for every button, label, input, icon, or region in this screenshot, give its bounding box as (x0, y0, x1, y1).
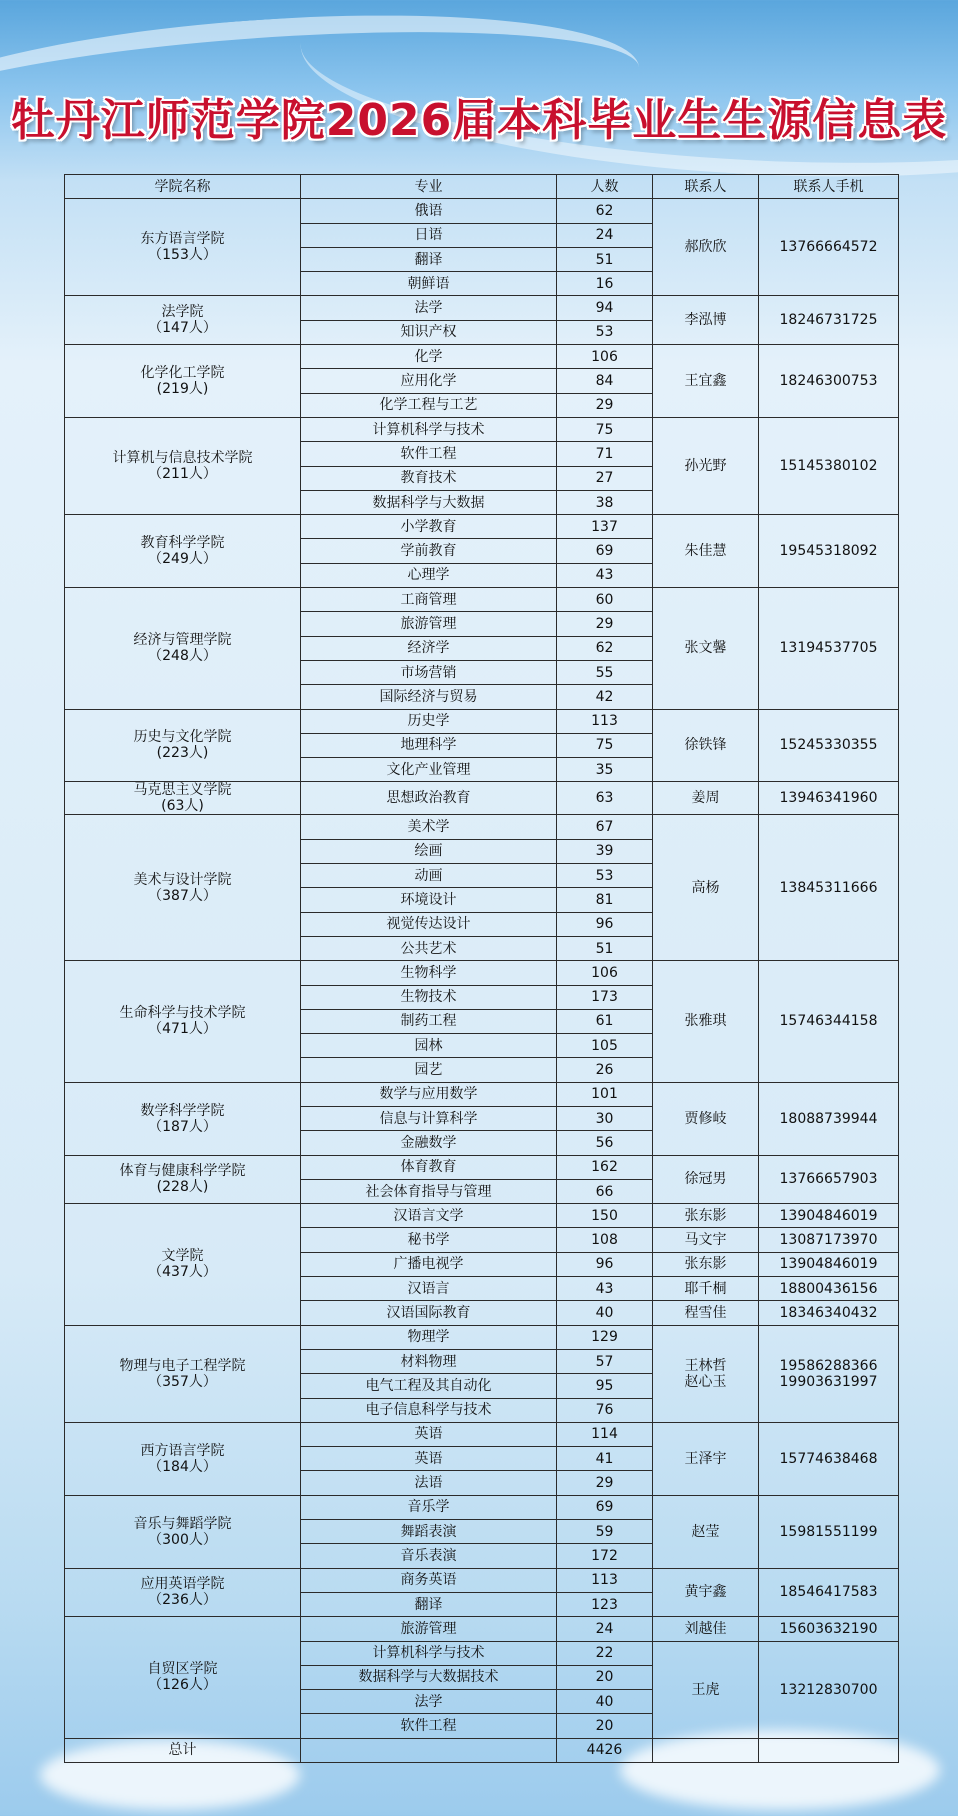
major-name: 汉语言文学 (301, 1204, 557, 1228)
major-count: 51 (557, 936, 653, 960)
table-row (65, 1325, 899, 1349)
college-name: 化学化工学院 (140, 365, 225, 382)
major-name: 环境设计 (301, 888, 557, 912)
total-empty (301, 1738, 557, 1762)
major-count: 27 (557, 466, 653, 490)
table-row (65, 417, 899, 441)
major-count: 101 (557, 1082, 653, 1106)
major-name: 软件工程 (301, 442, 557, 466)
college-cell (65, 345, 301, 418)
major-count: 150 (557, 1204, 653, 1228)
header-major: 专业 (301, 175, 557, 199)
major-name: 市场营销 (301, 660, 557, 684)
major-count: 106 (557, 961, 653, 985)
major-count: 67 (557, 815, 653, 839)
major-count: 106 (557, 345, 653, 369)
college-count: （300人） (148, 1531, 217, 1548)
major-name: 历史学 (301, 709, 557, 733)
major-name: 公共艺术 (301, 936, 557, 960)
college-cell (65, 417, 301, 514)
major-count: 105 (557, 1034, 653, 1058)
college-count: (63人) (161, 798, 204, 815)
college-name: 应用英语学院 (140, 1576, 225, 1593)
contact-name: 程雪佳 (653, 1301, 759, 1325)
major-count: 24 (557, 1617, 653, 1641)
college-cell (65, 961, 301, 1082)
major-name: 电子信息科学与技术 (301, 1398, 557, 1422)
major-count: 41 (557, 1447, 653, 1471)
major-name: 经济学 (301, 636, 557, 660)
major-name: 教育技术 (301, 466, 557, 490)
contact-phone: 13766664572 (759, 199, 899, 296)
table-row (65, 961, 899, 985)
contact-phone: 13904846019 (759, 1252, 899, 1276)
major-name: 计算机科学与技术 (301, 417, 557, 441)
college-cell (65, 1082, 301, 1155)
table-row (65, 1204, 899, 1228)
contact-name: 朱佳慧 (653, 515, 759, 588)
contact-name: 张雅琪 (653, 961, 759, 1082)
college-count: (228人) (156, 1179, 209, 1196)
major-name: 小学教育 (301, 515, 557, 539)
college-name: 音乐与舞蹈学院 (133, 1515, 232, 1532)
table-row (65, 815, 899, 839)
college-count: （249人） (148, 551, 217, 568)
college-count: （211人） (148, 466, 217, 483)
header-count: 人数 (557, 175, 653, 199)
major-count: 42 (557, 685, 653, 709)
major-name: 软件工程 (301, 1714, 557, 1738)
college-cell (65, 1155, 301, 1204)
major-count: 22 (557, 1641, 653, 1665)
major-name: 制药工程 (301, 1009, 557, 1033)
major-name: 工商管理 (301, 588, 557, 612)
header-phone: 联系人手机 (759, 175, 899, 199)
contact-phone: 13946341960 (759, 782, 899, 815)
contact-phone: 18800436156 (759, 1277, 899, 1301)
header-college: 学院名称 (65, 175, 301, 199)
college-cell (65, 515, 301, 588)
major-name: 国际经济与贸易 (301, 685, 557, 709)
college-cell (65, 1325, 301, 1422)
major-name: 应用化学 (301, 369, 557, 393)
college-name: 东方语言学院 (140, 231, 225, 248)
college-name: 经济与管理学院 (133, 632, 232, 649)
major-name: 美术学 (301, 815, 557, 839)
college-name: 自贸区学院 (147, 1661, 218, 1678)
major-name: 法学 (301, 296, 557, 320)
major-count: 30 (557, 1106, 653, 1130)
college-count: （357人） (148, 1373, 217, 1390)
contact-phone: 13845311666 (759, 815, 899, 961)
major-count: 162 (557, 1155, 653, 1179)
major-count: 62 (557, 199, 653, 223)
contact-phone: 13087173970 (759, 1228, 899, 1252)
college-count: （471人） (148, 1021, 217, 1038)
major-name: 生物技术 (301, 985, 557, 1009)
major-count: 26 (557, 1058, 653, 1082)
major-name: 知识产权 (301, 320, 557, 344)
contact-phone: 15145380102 (759, 417, 899, 514)
college-name: 体育与健康科学学院 (119, 1163, 246, 1180)
table-row (65, 1568, 899, 1592)
major-name: 秘书学 (301, 1228, 557, 1252)
major-name: 地理科学 (301, 733, 557, 757)
contact-name: 李泓博 (653, 296, 759, 345)
contact-phone: 13766657903 (759, 1155, 899, 1204)
major-name: 视觉传达设计 (301, 912, 557, 936)
page-title: 牡丹江师范学院2026届本科毕业生生源信息表 (10, 95, 948, 146)
contact-name: 张文馨 (653, 588, 759, 709)
major-name: 物理学 (301, 1325, 557, 1349)
college-name: 教育科学学院 (140, 535, 225, 552)
contact-phone: 15774638468 (759, 1422, 899, 1495)
major-count: 53 (557, 320, 653, 344)
major-name: 信息与计算科学 (301, 1106, 557, 1130)
table-header-row (65, 175, 899, 199)
major-count: 43 (557, 563, 653, 587)
major-name: 音乐表演 (301, 1544, 557, 1568)
contact-name: 马文宇 (653, 1228, 759, 1252)
major-count: 173 (557, 985, 653, 1009)
major-name: 翻译 (301, 247, 557, 271)
major-name: 金融数学 (301, 1131, 557, 1155)
college-name: 物理与电子工程学院 (119, 1357, 246, 1374)
major-name: 舞蹈表演 (301, 1520, 557, 1544)
college-cell (65, 1617, 301, 1738)
contact-phone: 18088739944 (759, 1082, 899, 1155)
major-count: 108 (557, 1228, 653, 1252)
major-count: 69 (557, 539, 653, 563)
major-name: 俄语 (301, 199, 557, 223)
college-count: （248人） (148, 648, 217, 665)
major-count: 60 (557, 588, 653, 612)
major-count: 71 (557, 442, 653, 466)
major-count: 40 (557, 1301, 653, 1325)
contact-name: 徐铁锋 (653, 709, 759, 782)
college-count: （187人） (148, 1118, 217, 1135)
college-name: 美术与设计学院 (133, 871, 232, 888)
major-count: 59 (557, 1520, 653, 1544)
major-count: 63 (557, 782, 653, 815)
major-name: 朝鲜语 (301, 272, 557, 296)
major-name: 化学工程与工艺 (301, 393, 557, 417)
contact-phone: 18246300753 (759, 345, 899, 418)
college-name: 马克思主义学院 (133, 782, 232, 799)
header-contact: 联系人 (653, 175, 759, 199)
major-count: 29 (557, 393, 653, 417)
major-count: 96 (557, 912, 653, 936)
major-name: 日语 (301, 223, 557, 247)
college-name: 历史与文化学院 (133, 729, 232, 746)
college-cell (65, 1422, 301, 1495)
major-count: 94 (557, 296, 653, 320)
major-count: 61 (557, 1009, 653, 1033)
college-cell (65, 296, 301, 345)
table-row (65, 1082, 899, 1106)
major-name: 动画 (301, 864, 557, 888)
contact-name: 徐冠男 (653, 1155, 759, 1204)
major-count: 137 (557, 515, 653, 539)
major-name: 体育教育 (301, 1155, 557, 1179)
table-row (65, 345, 899, 369)
major-count: 38 (557, 490, 653, 514)
major-name: 法语 (301, 1471, 557, 1495)
contact-name: 贾修岐 (653, 1082, 759, 1155)
table-row (65, 1617, 899, 1641)
major-count: 29 (557, 1471, 653, 1495)
contact-name: 王虎 (653, 1641, 759, 1738)
major-count: 56 (557, 1131, 653, 1155)
total-label: 总计 (65, 1738, 301, 1762)
contact-phone: 19586288366 19903631997 (759, 1325, 899, 1422)
contact-name: 孙光野 (653, 417, 759, 514)
major-name: 汉语言 (301, 1277, 557, 1301)
major-name: 文化产业管理 (301, 758, 557, 782)
college-cell (65, 588, 301, 709)
major-count: 24 (557, 223, 653, 247)
contact-phone: 15603632190 (759, 1617, 899, 1641)
major-count: 20 (557, 1714, 653, 1738)
major-count: 20 (557, 1665, 653, 1689)
major-name: 计算机科学与技术 (301, 1641, 557, 1665)
major-count: 113 (557, 1568, 653, 1592)
major-count: 43 (557, 1277, 653, 1301)
major-count: 55 (557, 660, 653, 684)
contact-name: 张东影 (653, 1252, 759, 1276)
major-name: 园艺 (301, 1058, 557, 1082)
major-count: 39 (557, 839, 653, 863)
major-name: 生物科学 (301, 961, 557, 985)
major-name: 绘画 (301, 839, 557, 863)
contact-phone: 15746344158 (759, 961, 899, 1082)
major-name: 旅游管理 (301, 1617, 557, 1641)
college-cell (65, 815, 301, 961)
contact-name: 王林哲 赵心玉 (653, 1325, 759, 1422)
contact-name: 郝欣欣 (653, 199, 759, 296)
contact-phone: 15245330355 (759, 709, 899, 782)
college-name: 生命科学与技术学院 (119, 1005, 246, 1022)
major-count: 75 (557, 417, 653, 441)
total-value: 4426 (557, 1738, 653, 1762)
major-count: 51 (557, 247, 653, 271)
college-count: （437人） (148, 1264, 217, 1281)
contact-phone: 18246731725 (759, 296, 899, 345)
major-count: 57 (557, 1349, 653, 1373)
contact-phone: 13194537705 (759, 588, 899, 709)
major-name: 思想政治教育 (301, 782, 557, 815)
contact-name: 赵莹 (653, 1495, 759, 1568)
contact-phone: 13212830700 (759, 1641, 899, 1738)
contact-phone: 13904846019 (759, 1204, 899, 1228)
major-count: 114 (557, 1422, 653, 1446)
contact-phone: 18346340432 (759, 1301, 899, 1325)
major-name: 汉语国际教育 (301, 1301, 557, 1325)
total-empty (653, 1738, 759, 1762)
contact-phone: 15981551199 (759, 1495, 899, 1568)
college-cell (65, 1495, 301, 1568)
major-name: 学前教育 (301, 539, 557, 563)
major-name: 社会体育指导与管理 (301, 1179, 557, 1203)
college-count: （126人） (148, 1677, 217, 1694)
major-count: 75 (557, 733, 653, 757)
table-body (65, 199, 899, 1738)
college-cell (65, 1568, 301, 1617)
contact-name: 张东影 (653, 1204, 759, 1228)
contact-phone: 19545318092 (759, 515, 899, 588)
major-count: 95 (557, 1374, 653, 1398)
table-row (65, 782, 899, 815)
major-name: 旅游管理 (301, 612, 557, 636)
contact-name: 姜周 (653, 782, 759, 815)
major-name: 电气工程及其自动化 (301, 1374, 557, 1398)
college-cell (65, 782, 301, 815)
table-row (65, 1155, 899, 1179)
college-name: 西方语言学院 (140, 1442, 225, 1459)
table-row (65, 296, 899, 320)
contact-phone: 18546417583 (759, 1568, 899, 1617)
major-name: 数据科学与大数据技术 (301, 1665, 557, 1689)
major-name: 数据科学与大数据 (301, 490, 557, 514)
major-count: 40 (557, 1690, 653, 1714)
major-name: 园林 (301, 1034, 557, 1058)
table-row (65, 709, 899, 733)
table-row (65, 1495, 899, 1519)
major-name: 数学与应用数学 (301, 1082, 557, 1106)
contact-name: 黄宇鑫 (653, 1568, 759, 1617)
major-count: 76 (557, 1398, 653, 1422)
major-count: 66 (557, 1179, 653, 1203)
major-count: 29 (557, 612, 653, 636)
college-name: 法学院 (161, 304, 204, 321)
major-name: 法学 (301, 1690, 557, 1714)
contact-name: 王泽宇 (653, 1422, 759, 1495)
total-row (65, 1738, 899, 1762)
college-count: （147人） (148, 320, 217, 337)
table-row (65, 588, 899, 612)
college-name: 计算机与信息技术学院 (112, 450, 253, 467)
major-name: 材料物理 (301, 1349, 557, 1373)
major-name: 翻译 (301, 1592, 557, 1616)
college-cell (65, 1204, 301, 1325)
major-count: 113 (557, 709, 653, 733)
contact-name: 王宜鑫 (653, 345, 759, 418)
major-count: 69 (557, 1495, 653, 1519)
college-count: (219人) (156, 381, 209, 398)
college-cell (65, 199, 301, 296)
major-count: 172 (557, 1544, 653, 1568)
college-count: （184人） (148, 1458, 217, 1475)
college-count: （153人） (148, 247, 217, 264)
college-name: 数学科学学院 (140, 1102, 225, 1119)
college-name: 文学院 (161, 1248, 204, 1265)
major-name: 化学 (301, 345, 557, 369)
table-row (65, 1422, 899, 1446)
college-cell (65, 709, 301, 782)
major-count: 96 (557, 1252, 653, 1276)
major-count: 53 (557, 864, 653, 888)
major-count: 129 (557, 1325, 653, 1349)
major-count: 84 (557, 369, 653, 393)
major-count: 16 (557, 272, 653, 296)
total-empty (759, 1738, 899, 1762)
major-count: 81 (557, 888, 653, 912)
contact-name: 高杨 (653, 815, 759, 961)
table-row (65, 199, 899, 223)
major-name: 商务英语 (301, 1568, 557, 1592)
major-name: 心理学 (301, 563, 557, 587)
college-count: （236人） (148, 1592, 217, 1609)
college-count: (223人) (156, 745, 209, 762)
major-count: 35 (557, 758, 653, 782)
major-count: 123 (557, 1592, 653, 1616)
major-name: 广播电视学 (301, 1252, 557, 1276)
major-name: 音乐学 (301, 1495, 557, 1519)
major-name: 英语 (301, 1422, 557, 1446)
major-count: 62 (557, 636, 653, 660)
student-source-table (64, 174, 899, 1763)
contact-name: 刘越佳 (653, 1617, 759, 1641)
college-count: （387人） (148, 887, 217, 904)
major-name: 英语 (301, 1447, 557, 1471)
contact-name: 耶千桐 (653, 1277, 759, 1301)
table-row (65, 515, 899, 539)
